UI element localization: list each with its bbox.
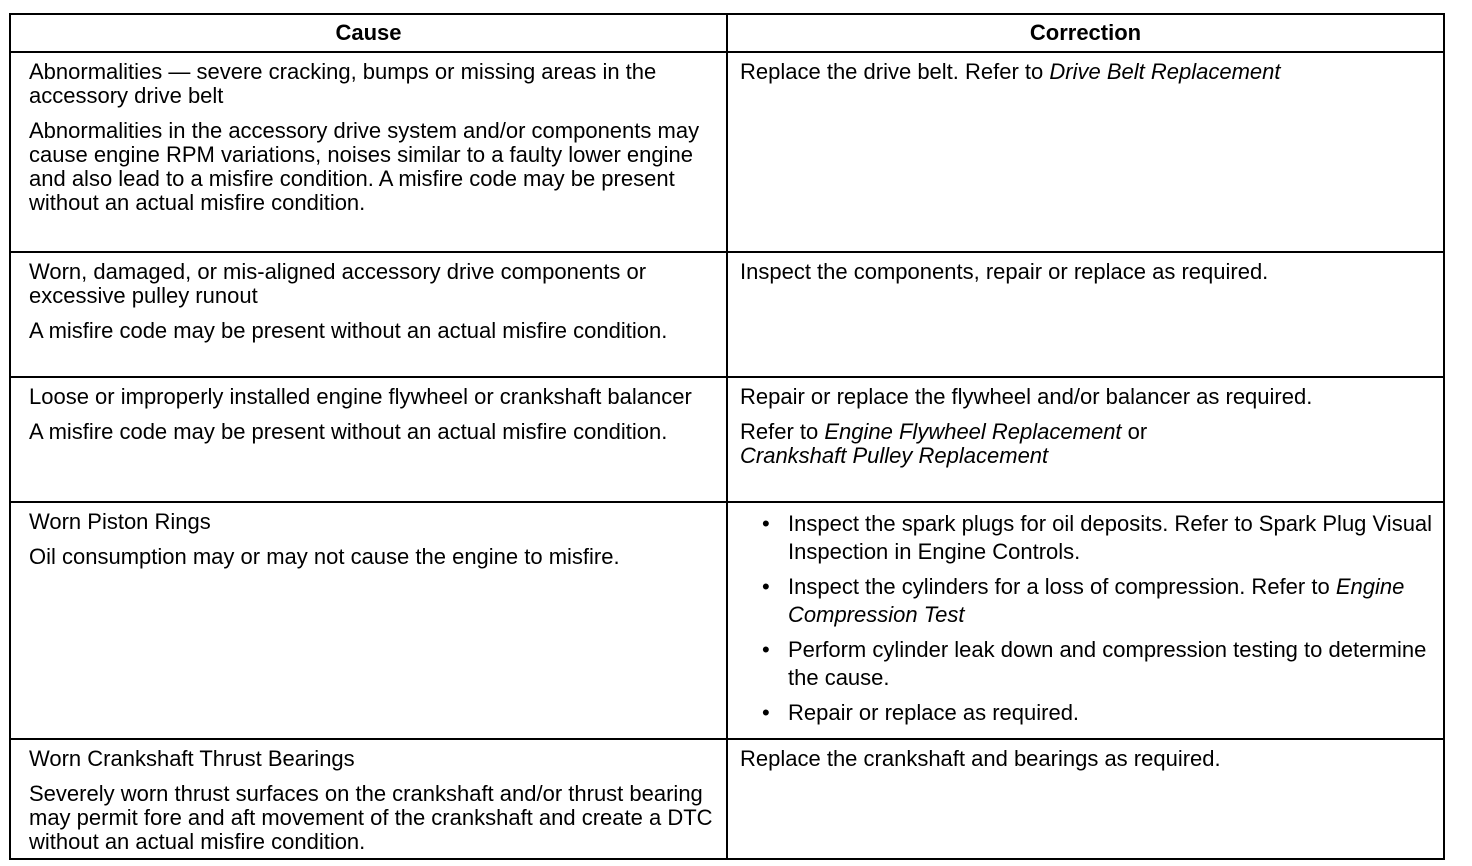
cause-title: Abnormalities — severe cracking, bumps or missing areas in the accessory drive belt bbox=[29, 59, 657, 108]
header-cause: Cause bbox=[10, 14, 727, 52]
bullet-icon: • bbox=[762, 700, 770, 725]
cause-title: Worn Crankshaft Thrust Bearings bbox=[29, 746, 355, 771]
header-row bbox=[10, 14, 1444, 52]
cause-title: Worn Piston Rings bbox=[29, 509, 211, 534]
list-item: • Inspect the cylinders for a loss of compression. Refer to Engine Compression Test bbox=[762, 574, 1405, 627]
cause-note: A misfire code may be present without an actual misfire condition. bbox=[29, 419, 668, 444]
correction-text: Repair or replace the flywheel and/or balancer as required. bbox=[740, 384, 1313, 409]
correction-cell bbox=[727, 739, 1444, 859]
bullet-icon: • bbox=[762, 574, 770, 599]
table-row bbox=[10, 252, 1444, 377]
cause-title: Worn, damaged, or mis-aligned accessory drive components or excessive pulley runout bbox=[29, 259, 647, 308]
list-item: • Perform cylinder leak down and compression testing to determine the cause. bbox=[762, 637, 1427, 690]
correction-ref: Engine Compression Test bbox=[788, 574, 1405, 627]
correction-cell bbox=[727, 252, 1444, 377]
cause-cell bbox=[10, 377, 727, 502]
correction-text: Replace the crankshaft and bearings as required. bbox=[740, 746, 1221, 771]
cause-note: Severely worn thrust surfaces on the crankshaft and/or thrust bearing may permit fore and aft movement of the crankshaft and create a DTC without an actual misfire condition. bbox=[29, 781, 713, 854]
table-row bbox=[10, 739, 1444, 859]
table-row bbox=[10, 377, 1444, 502]
correction-list bbox=[740, 510, 1433, 727]
correction-text: Inspect the components, repair or replace as required. bbox=[740, 259, 1269, 284]
cause-note: Oil consumption may or may not cause the engine to misfire. bbox=[29, 544, 620, 569]
correction-ref: Drive Belt Replacement bbox=[1049, 59, 1281, 84]
correction-ref: Engine Flywheel Replacement bbox=[824, 419, 1122, 444]
correction-refs: Refer to Engine Flywheel Replacement or Crankshaft Pulley Replacement bbox=[740, 419, 1148, 468]
list-item: • Repair or replace as required. bbox=[762, 700, 1080, 725]
cause-cell bbox=[10, 739, 727, 859]
cause-cell bbox=[10, 52, 727, 252]
table-row bbox=[10, 502, 1444, 739]
cause-title: Loose or improperly installed engine flywheel or crankshaft balancer bbox=[29, 384, 692, 409]
correction-cell bbox=[727, 52, 1444, 252]
cause-note: Abnormalities in the accessory drive system and/or components may cause engine RPM variations, noises similar to a faulty lower engine and also lead to a misfire condition. A misfire code may be present without an actual misfire condition. bbox=[29, 118, 700, 215]
correction-ref: Crankshaft Pulley Replacement bbox=[740, 443, 1049, 468]
table-row bbox=[10, 52, 1444, 252]
list-item: • Inspect the spark plugs for oil deposits. Refer to Spark Plug Visual Inspection in Engine Controls. bbox=[762, 511, 1433, 564]
bullet-icon: • bbox=[762, 637, 770, 662]
header-correction: Correction bbox=[727, 14, 1444, 52]
correction-cell bbox=[727, 502, 1444, 739]
cause-cell bbox=[10, 252, 727, 377]
correction-cell bbox=[727, 377, 1444, 502]
bullet-icon: • bbox=[762, 511, 770, 536]
cause-note: A misfire code may be present without an actual misfire condition. bbox=[29, 318, 668, 343]
diagnostic-table bbox=[9, 13, 1445, 860]
cause-cell bbox=[10, 502, 727, 739]
correction-text: Replace the drive belt. Refer to Drive Belt Replacement bbox=[740, 59, 1281, 84]
